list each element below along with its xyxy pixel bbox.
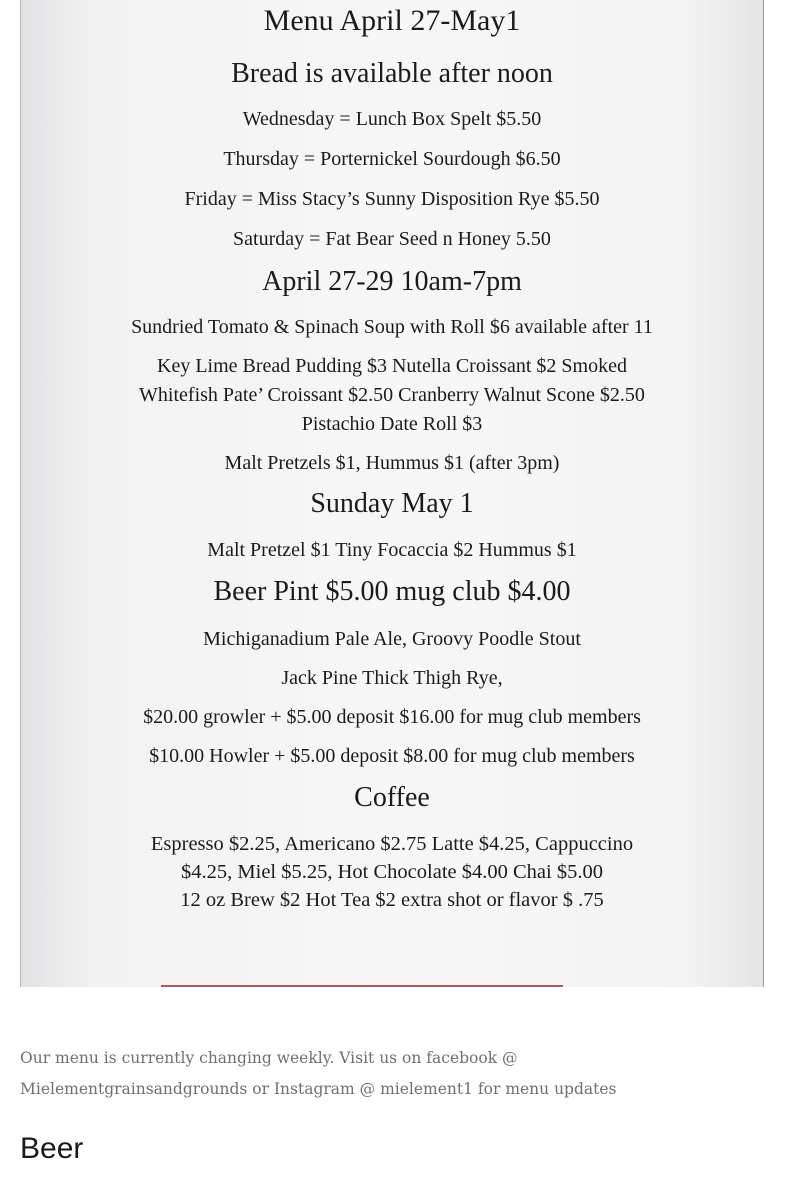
pretzels-line: Malt Pretzels $1, Hummus $1 (after 3pm) [224, 452, 560, 474]
pastry-line: Key Lime Bread Pudding $3 Nutella Croissant $2 Smoked [157, 355, 627, 377]
bread-day-thursday: Thursday = Porternickel Sourdough $6.50 [223, 148, 561, 170]
howler-line: $10.00 Howler + $5.00 deposit $8.00 for mug club members [149, 745, 635, 767]
hours-heading: April 27-29 10am-7pm [262, 266, 522, 297]
photo-edge-divider [161, 985, 563, 987]
beer-line: Jack Pine Thick Thigh Rye, [281, 667, 503, 689]
bread-day-wednesday: Wednesday = Lunch Box Spelt $5.50 [242, 108, 542, 130]
coffee-line: Espresso $2.25, Americano $2.75 Latte $4.25, Cappuccino [150, 833, 634, 855]
pastry-line: Pistachio Date Roll $3 [301, 413, 483, 435]
bread-heading: Bread is available after noon [231, 58, 553, 89]
pastry-line: Whitefish Pate’ Croissant $2.50 Cranberry Walnut Scone $2.50 [139, 384, 645, 406]
coffee-line: 12 oz Brew $2 Hot Tea $2 extra shot or flavor $ .75 [180, 889, 604, 911]
growler-line: $20.00 growler + $5.00 deposit $16.00 for mug club members [143, 706, 641, 728]
section-title-beer: Beer [20, 1132, 84, 1165]
bread-day-saturday: Saturday = Fat Bear Seed n Honey 5.50 [233, 228, 551, 250]
menu-photo [20, 0, 764, 987]
sunday-heading: Sunday May 1 [310, 488, 474, 519]
menu-caption [20, 1043, 760, 1105]
coffee-heading: Coffee [354, 782, 430, 813]
coffee-line: $4.25, Miel $5.25, Hot Chocolate $4.00 Chai $5.00 [181, 861, 603, 883]
beer-line: Michiganadium Pale Ale, Groovy Poodle Stout [203, 628, 581, 650]
menu-title: Menu April 27-May1 [263, 4, 521, 37]
caption-line: Mielementgrainsandgrounds or Instagram @ mielement1 for menu updates [20, 1080, 617, 1098]
beer-heading: Beer Pint $5.00 mug club $4.00 [213, 576, 571, 607]
sunday-items: Malt Pretzel $1 Tiny Focaccia $2 Hummus $1 [207, 539, 577, 561]
bread-day-friday: Friday = Miss Stacy’s Sunny Disposition Rye $5.50 [184, 188, 600, 210]
caption-line: Our menu is currently changing weekly. Visit us on facebook @ [20, 1049, 518, 1067]
soup-line: Sundried Tomato & Spinach Soup with Roll $6 available after 11 [131, 316, 653, 338]
